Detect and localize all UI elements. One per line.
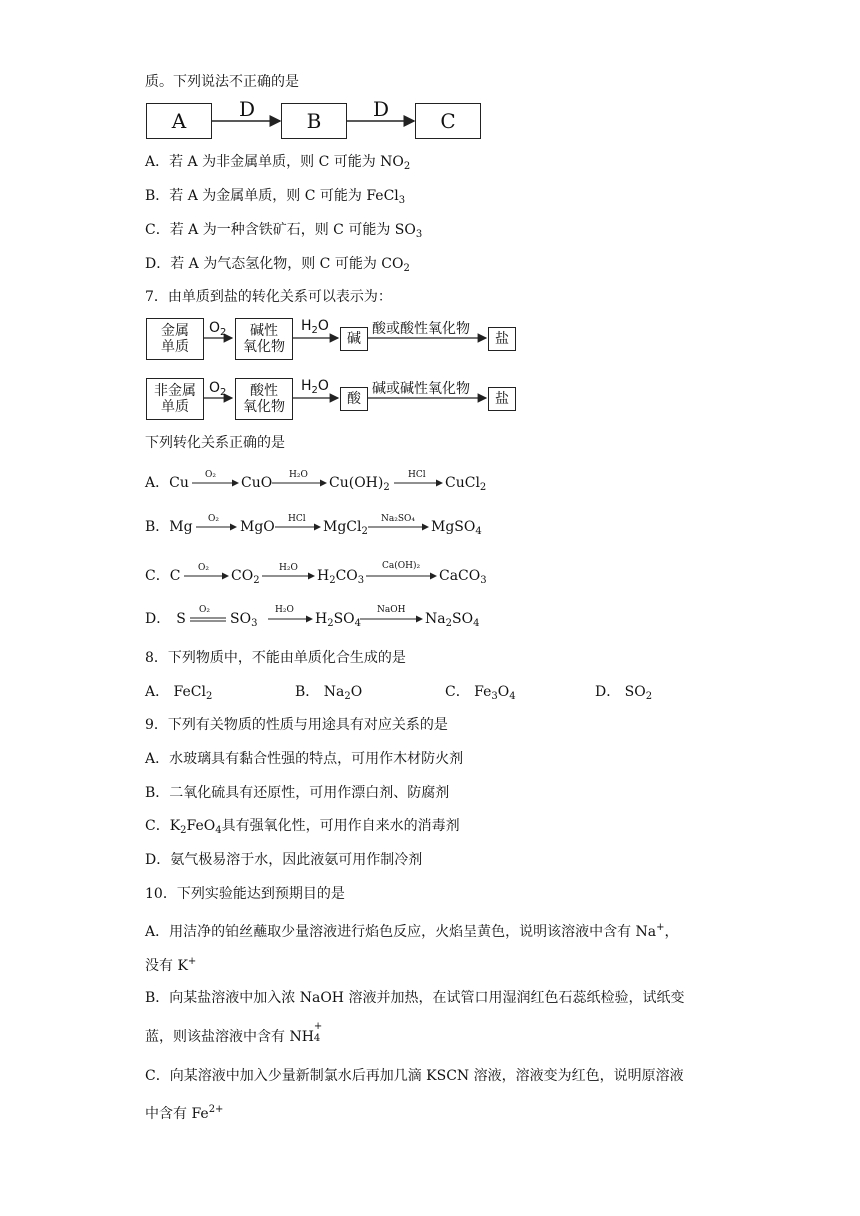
q9-option-c: C．$K_2FeO_4$具有强氧化性，可用作自来水的消毒剂	[145, 818, 460, 836]
q7-option-a: A．Cu	[145, 475, 189, 491]
q7-b-product-1: MgO	[240, 519, 275, 535]
q7-c-product-1: $CO_2$	[231, 568, 260, 586]
q6-option-c: C．若 A 为一种含铁矿石，则 C 可能为 $SO_3$	[145, 222, 423, 240]
flow-box-a: A	[146, 103, 212, 139]
q10-option-a-line1: A．用洁净的铂丝蘸取少量溶液进行焰色反应，火焰呈黄色，说明该溶液中含有 Na+，	[145, 922, 679, 940]
q7-row2-acidic-oxide-box: 酸性 氧化物	[235, 378, 293, 420]
q8-option-d: D． $SO_2$	[595, 684, 653, 702]
q7-option-d: D． S	[145, 611, 186, 627]
q7-a-product-3: CuCl$_2$	[445, 475, 487, 493]
q7-b-product-2: MgCl$_2$	[323, 519, 368, 537]
q8-stem: 8．下列物质中，不能由单质化合生成的是	[145, 650, 406, 666]
q7-row1-o2: $O_2$	[209, 320, 227, 338]
q7-d-product-2: $H_2SO_4$	[315, 611, 362, 629]
q6-option-b: B．若 A 为金属单质，则 C 可能为 FeCl$_3$	[145, 188, 406, 206]
q10-option-c-line1: C．向某溶液中加入少量新制氯水后再加几滴 KSCN 溶液，溶液变为红色，说明原溶液	[145, 1068, 684, 1084]
q7-row2-o2: $O_2$	[209, 380, 227, 398]
q7-row1-basic-oxide-box: 碱性 氧化物	[235, 318, 293, 360]
q7-b-reagent-1: O₂	[208, 514, 219, 524]
q7-d-product-3: $Na_2SO_4$	[425, 611, 480, 629]
q6-option-a: A．若 A 为非金属单质，则 C 可能为 $NO_2$	[145, 154, 411, 172]
q8-option-a: A． FeCl$_2$	[145, 684, 213, 702]
q9-option-b: B．二氧化硫具有还原性，可用作漂白剂、防腐剂	[145, 785, 450, 801]
q8-option-c: C． $Fe_3O_4$	[445, 684, 516, 702]
q7-row1-base-box: 碱	[340, 327, 368, 351]
q7-ask: 下列转化关系正确的是	[145, 435, 285, 451]
q10-option-c-line2: 中含有 $Fe^{2+}$	[145, 1104, 224, 1122]
q9-option-d: D．氨气极易溶于水，因此液氨可用作制冷剂	[145, 852, 423, 868]
q7-row2-base-label: 碱或碱性氧化物	[372, 381, 470, 397]
q7-c-product-3: CaCO$_3$	[439, 568, 487, 586]
q7-d-product-1: $SO_3$	[230, 611, 258, 629]
q7-b-reagent-2: HCl	[288, 514, 306, 524]
q7-row2-salt-box: 盐	[488, 387, 516, 411]
q7-a-reagent-3: HCl	[408, 470, 426, 480]
q9-stem: 9．下列有关物质的性质与用途具有对应关系的是	[145, 717, 448, 733]
q7-a-product-2: $Cu(OH)_2$	[329, 475, 390, 493]
q7-c-reagent-2: H₂O	[279, 563, 298, 573]
q7-c-product-2: $H_2CO_3$	[317, 568, 365, 586]
q6-option-d: D．若 A 为气态氢化物，则 C 可能为 $CO_2$	[145, 256, 410, 274]
q7-row1-salt-box: 盐	[488, 327, 516, 351]
q7-a-reagent-2: H₂O	[289, 470, 308, 480]
q7-c-reagent-1: O₂	[198, 563, 209, 573]
q7-d-reagent-1: O₂	[199, 605, 210, 615]
q7-stem: 7．由单质到盐的转化关系可以表示为：	[145, 289, 392, 305]
flow-label-d2: D	[373, 97, 390, 121]
q9-option-a: A．水玻璃具有黏合性强的特点，可用作木材防火剂	[145, 751, 464, 767]
q7-b-product-3: MgSO$_4$	[431, 519, 482, 537]
q7-row2-acid-box: 酸	[340, 387, 368, 411]
q7-d-reagent-3: NaOH	[377, 605, 406, 615]
flow-box-c: C	[415, 103, 481, 139]
q7-a-reagent-1: O₂	[205, 470, 216, 480]
q10-option-b-line1: B．向某盐溶液中加入浓 NaOH 溶液并加热，在试管口用湿润红色石蕊纸检验，试纸变	[145, 990, 685, 1006]
flow-label-d1: D	[239, 97, 256, 121]
q7-row1-h2o: $H_2O$	[301, 318, 329, 336]
q8-option-b: B． $Na_2O$	[295, 684, 363, 702]
q7-d-reagent-2: H₂O	[275, 605, 294, 615]
q7-option-b: B．Mg	[145, 519, 193, 535]
q7-row2-nonmetal-box: 非金属 单质	[146, 378, 204, 420]
q7-option-c: C．C	[145, 568, 181, 584]
q10-stem: 10．下列实验能达到预期目的是	[145, 886, 345, 902]
q7-row2-h2o: $H_2O$	[301, 378, 329, 396]
q7-b-reagent-3: Na₂SO₄	[381, 514, 416, 524]
q7-row1-acid-label: 酸或酸性氧化物	[372, 321, 470, 337]
q7-c-reagent-3: Ca(OH)₂	[382, 561, 421, 571]
q7-row1-metal-box: 金属 单质	[146, 318, 204, 360]
q7-a-product-1: CuO	[241, 475, 273, 491]
flow-box-b: B	[281, 103, 347, 139]
q10-option-b-line2: 蓝，则该盐溶液中含有 NH + 4	[145, 1021, 323, 1045]
q10-option-a-line2: 没有 K+	[145, 956, 197, 974]
intro-text: 质。下列说法不正确的是	[145, 74, 299, 90]
